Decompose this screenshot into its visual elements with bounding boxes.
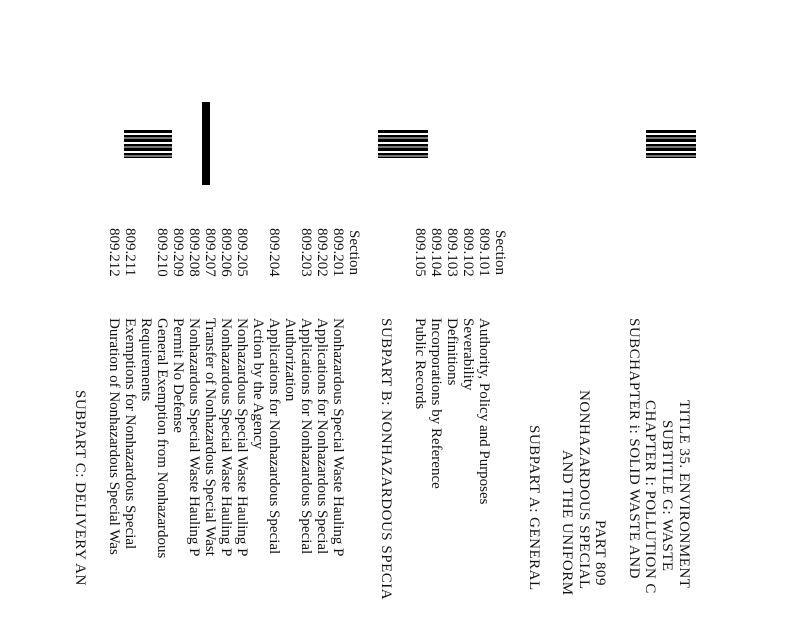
part-description-line-1: NONHAZARDOUS SPECIAL xyxy=(576,390,592,590)
section-title: Requirements xyxy=(138,318,154,402)
section-title: Incorporations by Reference xyxy=(428,318,444,489)
section-number: 809.208 xyxy=(186,228,202,277)
subpart-a-title: SUBPART A: GENERAL xyxy=(526,425,542,591)
section-title: Permit No Defense xyxy=(170,318,186,433)
section-title: Applications for Nonhazardous Special xyxy=(298,318,314,555)
section-number: 809.210 xyxy=(154,228,170,277)
section-title: Applications for Nonhazardous Special xyxy=(266,318,282,555)
section-title: Applications for Nonhazardous Special xyxy=(314,318,330,555)
subpart-b-title: SUBPART B: NONHAZARDOUS SPECIA xyxy=(378,318,394,601)
section-title: Definitions xyxy=(444,318,460,386)
section-number: 809.104 xyxy=(428,228,444,277)
section-number: 809.103 xyxy=(444,228,460,277)
scan-mark-vertical-bar xyxy=(202,102,210,185)
part-heading: PART 809 xyxy=(592,520,608,587)
section-number: 809.202 xyxy=(314,228,330,277)
subtitle-heading: SUBTITLE G: WASTE xyxy=(659,420,675,572)
part-description-line-2: AND THE UNIFORM xyxy=(559,450,575,596)
section-number: 809.209 xyxy=(170,228,186,277)
section-title: Nonhazardous Special Waste Hauling P xyxy=(330,318,346,557)
section-number: 809.205 xyxy=(234,228,250,277)
section-number: 809.101 xyxy=(476,228,492,277)
section-number: 809.212 xyxy=(106,228,122,277)
section-title: Duration of Nonhazardous Special Was xyxy=(106,318,122,555)
subpart-c-title: SUBPART C: DELIVERY AN xyxy=(72,390,88,586)
section-label: Section xyxy=(492,230,508,275)
section-number: 809.207 xyxy=(202,228,218,277)
section-number: 809.102 xyxy=(460,228,476,277)
section-number: 809.211 xyxy=(122,228,138,277)
section-title: Exemptions for Nonhazardous Special xyxy=(122,318,138,550)
section-title: Authority, Policy and Purposes xyxy=(476,318,492,505)
section-number: 809.204 xyxy=(266,228,282,277)
section-title: Authorization xyxy=(282,318,298,402)
section-title: Transfer of Nonhazardous Special Wast xyxy=(202,318,218,556)
section-title: Public Records xyxy=(412,318,428,410)
section-number: 809.206 xyxy=(218,228,234,277)
scan-mark-smudge-middle xyxy=(378,130,428,158)
section-label: Section xyxy=(346,230,362,275)
section-title: Nonhazardous Special Waste Hauling P xyxy=(186,318,202,557)
subchapter-heading: SUBCHAPTER i: SOLID WASTE AND xyxy=(626,318,642,579)
section-title: Severability xyxy=(460,318,476,391)
title-heading: TITLE 35. ENVIRONMENT xyxy=(676,400,692,589)
section-title: Nonhazardous Special Waste Hauling P xyxy=(234,318,250,557)
chapter-heading: CHAPTER I: POLLUTION C xyxy=(642,400,658,594)
section-number: 809.203 xyxy=(298,228,314,277)
section-title: Nonhazardous Special Waste Hauling P xyxy=(218,318,234,557)
section-title: General Exemption from Nonhazardous xyxy=(154,318,170,559)
section-title: Action by the Agency xyxy=(250,318,266,450)
scan-mark-smudge-top xyxy=(124,130,172,158)
section-number: 809.201 xyxy=(330,228,346,277)
scan-mark-smudge-bottom xyxy=(646,130,696,158)
section-number: 809.105 xyxy=(412,228,428,277)
